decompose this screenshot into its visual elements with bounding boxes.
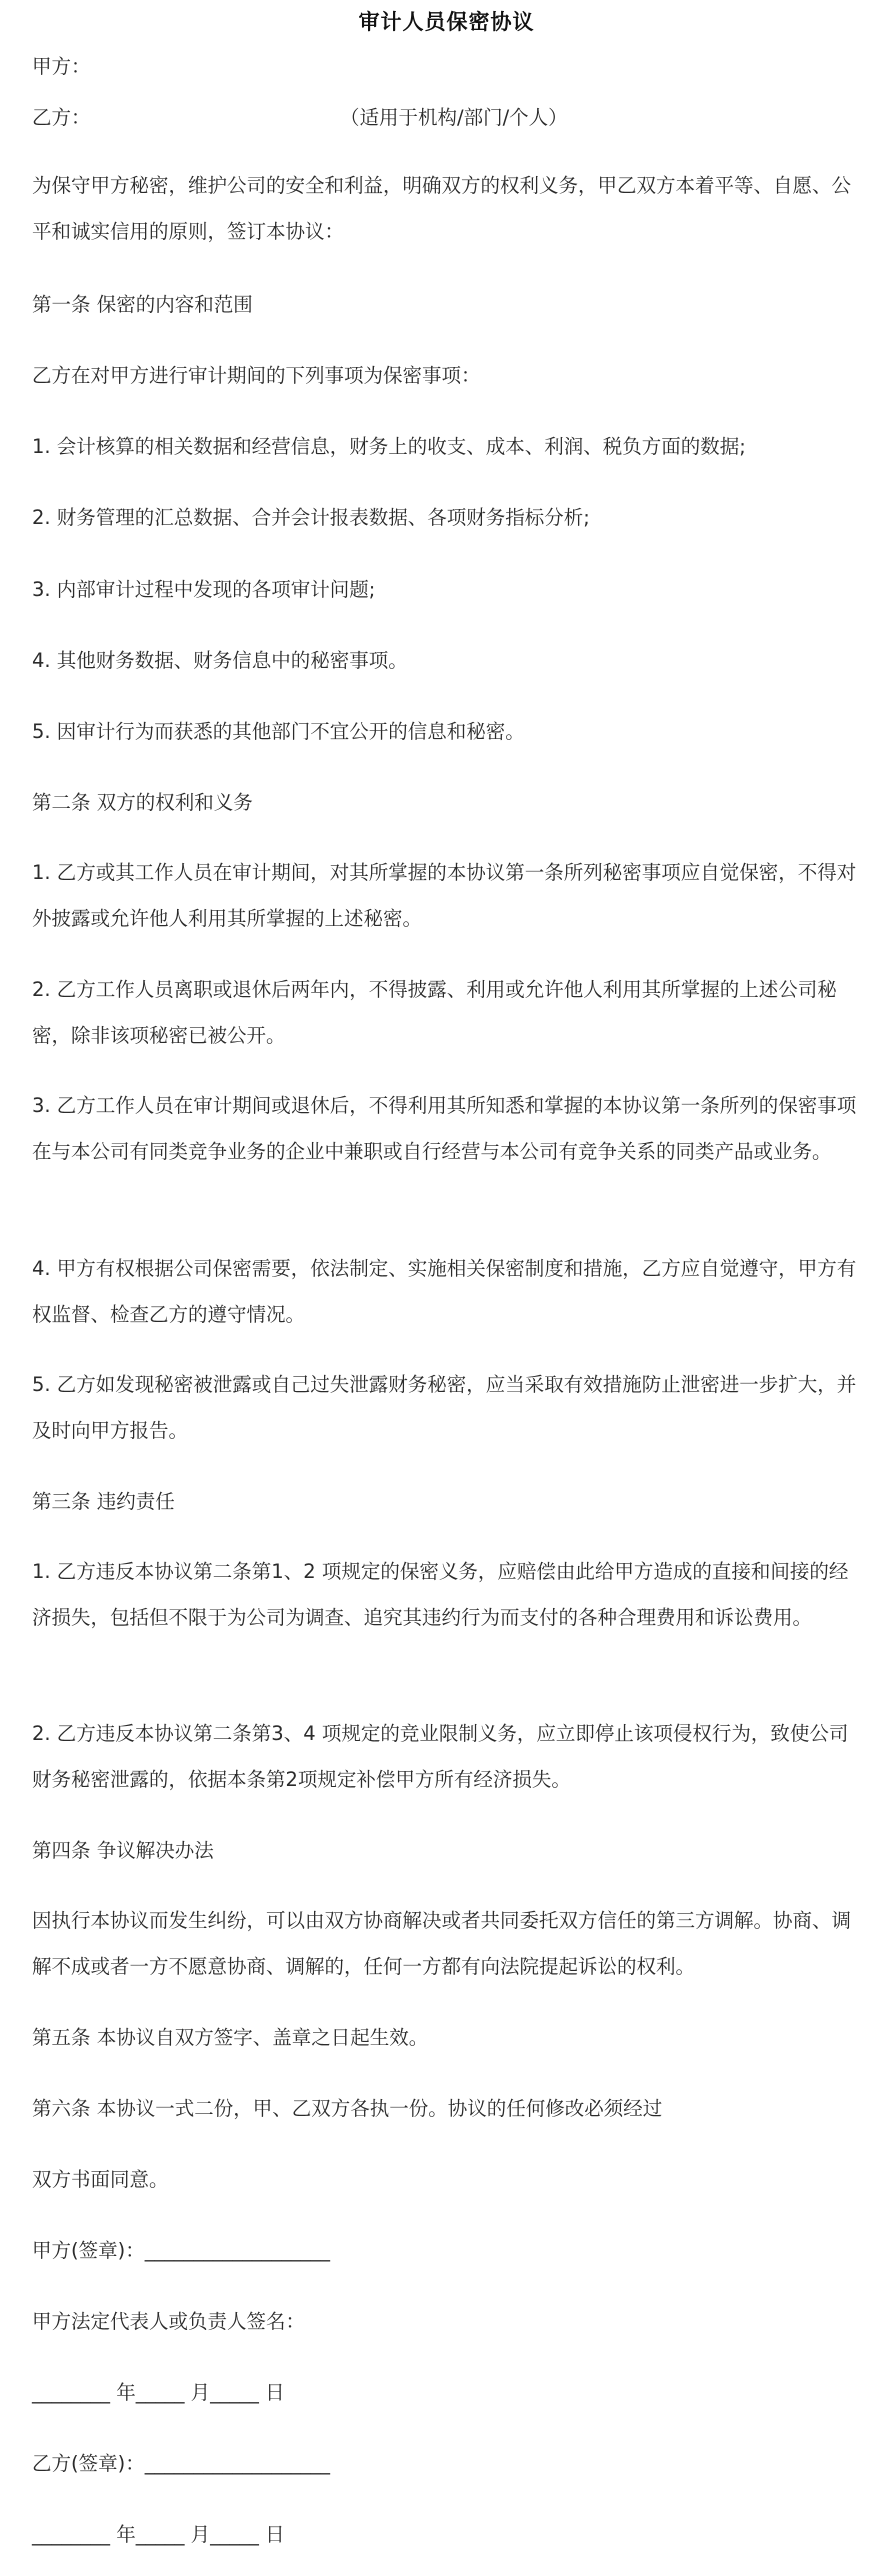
article-1-item: 3. 内部审计过程中发现的各项审计问题; [32, 578, 376, 601]
article-6-line-1: 第六条 本协议一式二份，甲、乙双方各执一份。协议的任何修改必须经过 [32, 2097, 663, 2120]
article-2-item: 3. 乙方工作人员在审计期间或退休后，不得利用其所知悉和掌握的本协议第一条所列的保密事项在与本公司有同类竞争业务的企业中兼职或自行经营与本公司有竞争关系的同类产品或业务。 [32, 1094, 857, 1163]
article-6-line-2: 双方书面同意。 [32, 2168, 169, 2191]
article-3-item: 1. 乙方违反本协议第二条第1、2 项规定的保密义务，应赔偿由此给甲方造成的直接和间接的经济损失，包括但不限于为公司为调查、追究其违约行为而支付的各种合理费用和诉讼费用。 [32, 1560, 849, 1629]
article-2-item: 1. 乙方或其工作人员在审计期间，对其所掌握的本协议第一条所列秘密事项应自觉保密，不得对外披露或允许他人利用其所掌握的上述秘密。 [32, 861, 857, 930]
article-1-item: 4. 其他财务数据、财务信息中的秘密事项。 [32, 649, 408, 672]
article-1-item: 1. 会计核算的相关数据和经营信息，财务上的收支、成本、利润、税负方面的数据; [32, 435, 746, 458]
article-3-item: 2. 乙方违反本协议第二条第3、4 项规定的竞业限制义务，应立即停止该项侵权行为，致使公司财务秘密泄露的，依据本条第2项规定补偿甲方所有经济损失。 [32, 1722, 849, 1791]
date-line-a: ________ 年_____ 月_____ 日 [32, 2381, 285, 2404]
party-b-line [32, 95, 864, 141]
article-3-heading: 第三条 违约责任 [32, 1490, 175, 1513]
article-1-item: 2. 财务管理的汇总数据、合并会计报表数据、各项财务指标分析; [32, 506, 590, 529]
article-2-item: 2. 乙方工作人员离职或退休后两年内，不得披露、利用或允许他人利用其所掌握的上述公司秘密，除非该项秘密已被公开。 [32, 978, 837, 1047]
party-b-signature: 乙方(签章)：___________________ [32, 2452, 330, 2475]
party-a-representative: 甲方法定代表人或负责人签名： [32, 2310, 306, 2333]
article-5: 第五条 本协议自双方签字、盖章之日起生效。 [32, 2026, 429, 2049]
party-b-note: （适用于机构/部门/个人） [340, 106, 568, 129]
preamble: 为保守甲方秘密，维护公司的安全和利益，明确双方的权利义务，甲乙双方本着平等、自愿、公平和诚实信用的原则，签订本协议： [32, 174, 852, 243]
article-2-item: 5. 乙方如发现秘密被泄露或自己过失泄露财务秘密，应当采取有效措施防止泄密进一步扩大，并及时向甲方报告。 [32, 1373, 857, 1442]
article-2-item: 4. 甲方有权根据公司保密需要，依法制定、实施相关保密制度和措施，乙方应自觉遵守，甲方有权监督、检查乙方的遵守情况。 [32, 1257, 857, 1326]
article-1-heading: 第一条 保密的内容和范围 [32, 293, 253, 316]
article-2-heading: 第二条 双方的权利和义务 [32, 791, 253, 814]
document-title: 审计人员保密协议 [358, 10, 535, 34]
date-line-b: ________ 年_____ 月_____ 日 [32, 2523, 285, 2546]
party-a-signature: 甲方(签章)：___________________ [32, 2239, 330, 2262]
article-1-item: 5. 因审计行为而获悉的其他部门不宜公开的信息和秘密。 [32, 720, 525, 743]
article-1-intro: 乙方在对甲方进行审计期间的下列事项为保密事项： [32, 364, 481, 387]
party-a-line: 甲方： [32, 55, 91, 78]
article-4-text: 因执行本协议而发生纠纷，可以由双方协商解决或者共同委托双方信任的第三方调解。协商、调解不成或者一方不愿意协商、调解的，任何一方都有向法院提起诉讼的权利。 [32, 1909, 852, 1978]
party-b-label: 乙方： [32, 106, 91, 129]
article-4-heading: 第四条 争议解决办法 [32, 1839, 214, 1862]
